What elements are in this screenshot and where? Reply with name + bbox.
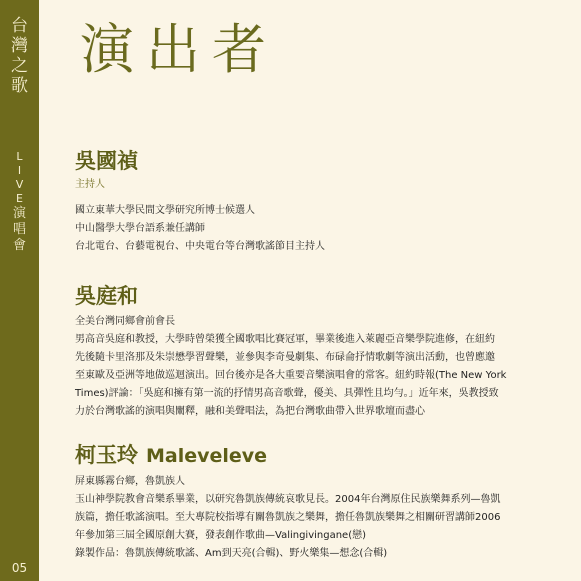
performer-name bbox=[75, 283, 555, 309]
sidebar-title-char: 台 bbox=[11, 16, 28, 36]
bio-line: 錄製作品：魯凱族傳統歌謠、Am到天亮(合輯)、野火樂集—想念(合輯) bbox=[75, 548, 388, 559]
performer-entry bbox=[75, 283, 555, 421]
sidebar-sub-char: V bbox=[15, 178, 24, 191]
page-number: 05 bbox=[11, 561, 28, 575]
bio-line: 先後隨卡里洛那及朱崇懋學習聲樂，並參與李奇曼劇集、布碌侖抒情歌劇等演出活動，也曾應邀 bbox=[75, 352, 495, 363]
bio-line: 屏東縣霧台鄉，魯凱族人 bbox=[75, 476, 185, 487]
performer-name-text: 吳國禎 bbox=[75, 149, 138, 173]
sidebar bbox=[0, 0, 39, 581]
sidebar-subtitle bbox=[0, 150, 39, 254]
sidebar-sub-char: 會 bbox=[12, 238, 26, 253]
sidebar-sub-char: 唱 bbox=[12, 222, 26, 237]
performer-bio bbox=[75, 313, 555, 421]
performer-entry bbox=[75, 442, 555, 563]
bio-line: 全美台灣同鄉會前會長 bbox=[75, 316, 175, 327]
bio-line: 中山醫學大學台語系兼任講師 bbox=[75, 223, 205, 234]
sidebar-sub-char: L bbox=[16, 150, 23, 163]
sidebar-sub-char: I bbox=[17, 164, 22, 177]
sidebar-title-char: 灣 bbox=[11, 36, 28, 56]
sidebar-sub-char: E bbox=[16, 192, 23, 205]
performer-name bbox=[75, 148, 555, 174]
sidebar-title-char: 之 bbox=[11, 56, 28, 76]
performer-role: 主持人 bbox=[75, 179, 105, 190]
performer-bio bbox=[75, 202, 555, 256]
bio-line: 至東歐及亞洲等地做巡迴演出。回台後亦是各大重要音樂演唱會的常客。紐約時報(The New York bbox=[75, 370, 507, 381]
bio-line: 台北電台、台藝電視台、中央電台等台灣歌謠節目主持人 bbox=[75, 241, 325, 252]
performer-bio bbox=[75, 473, 555, 563]
performer-entry bbox=[75, 148, 555, 256]
performer-latin-name: Maleveleve bbox=[146, 445, 268, 467]
sidebar-title bbox=[0, 16, 39, 96]
performer-name bbox=[75, 442, 555, 469]
sidebar-title-char: 歌 bbox=[11, 76, 28, 96]
bio-line: 年參加第三屆全國原創大賽，發表創作歌曲—Valingivingane(戀) bbox=[75, 530, 367, 541]
sidebar-sub-char: 演 bbox=[12, 206, 26, 221]
bio-line: 男高音吳庭和教授，大學時曾榮獲全國歌唱比賽冠軍，畢業後進入萊麗亞音樂學院進修，在紐約 bbox=[75, 334, 495, 345]
bio-line: 力於台灣歌謠的演唱與闡釋，融和美聲唱法，為把台灣歌曲帶入世界歌壇而盡心 bbox=[75, 406, 425, 417]
performer-name-text: 吳庭和 bbox=[75, 284, 138, 308]
bio-line: 玉山神學院教會音樂系畢業，以研究魯凱族傳統哀歌見長。2004年台灣原住民族樂舞系列—魯凱 bbox=[75, 494, 501, 505]
page-title: 演出者 bbox=[80, 18, 278, 81]
bio-line: Times)評論：「吳庭和擁有第一流的抒情男高音歌聲，優美、具彈性且均勻。」近年來，吳教授致 bbox=[75, 388, 499, 399]
bio-line: 族篇，擔任歌謠演唱。至大專院校指導有關魯凱族之樂舞，擔任魯凱族樂舞之相關研習講師2006 bbox=[75, 512, 501, 523]
bio-line: 國立東華大學民間文學研究所博士候選人 bbox=[75, 205, 255, 216]
performer-name-text: 柯玉玲 bbox=[75, 443, 138, 467]
